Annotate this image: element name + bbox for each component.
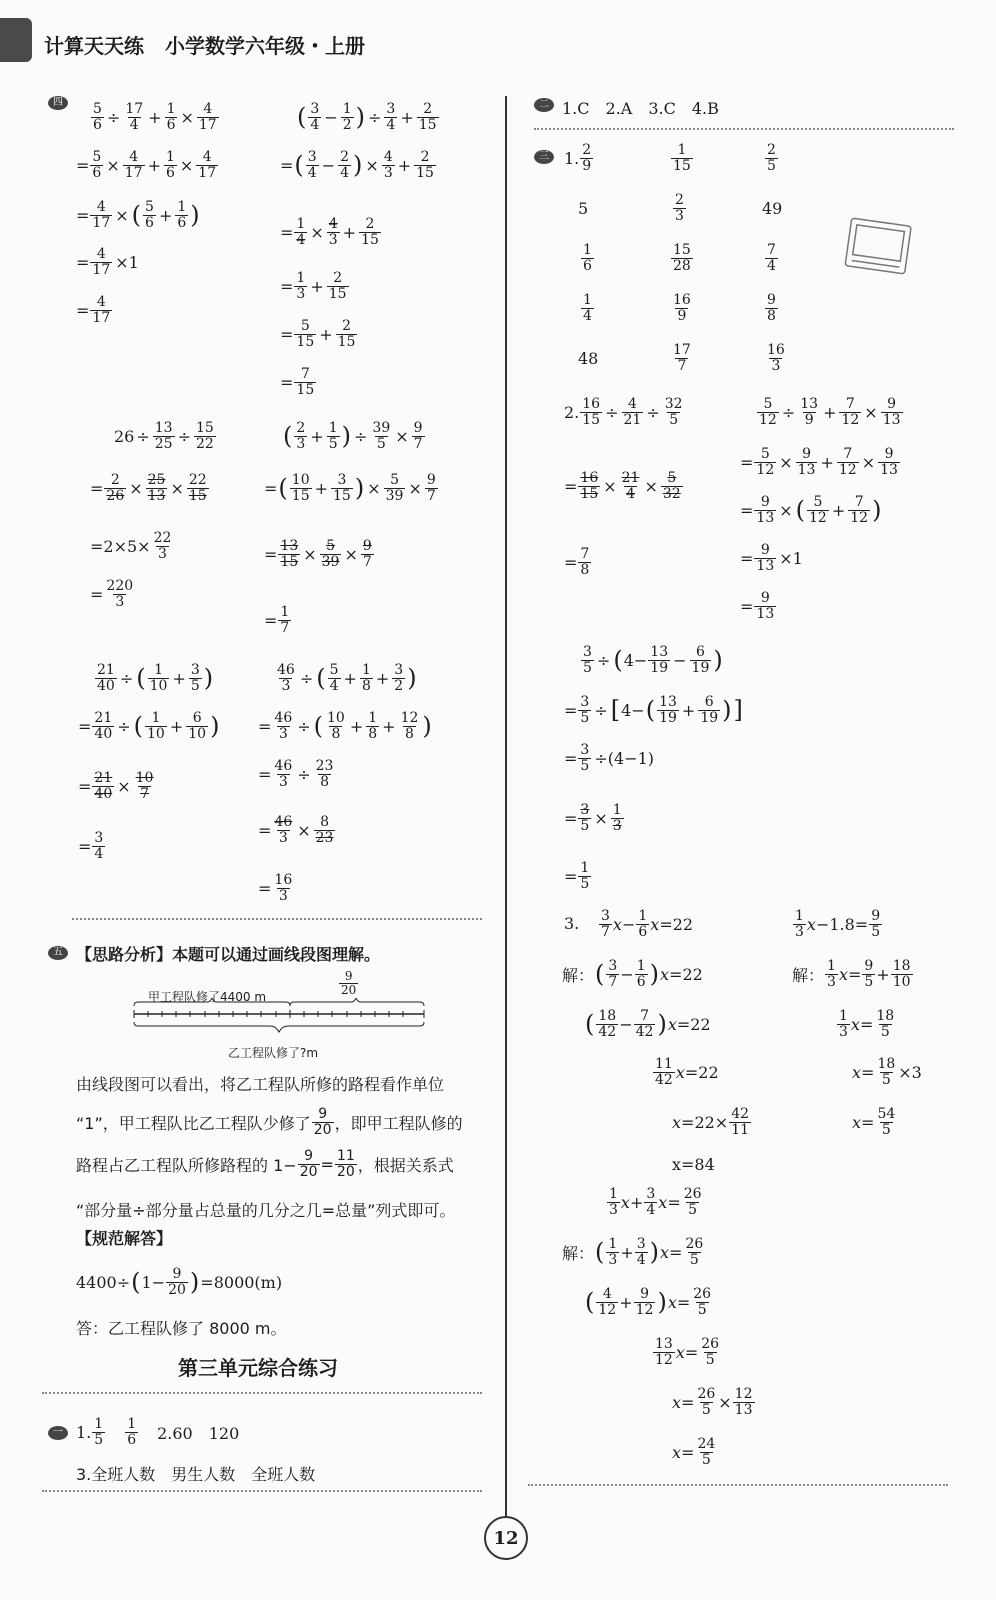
equation-line: x=84 [672,1154,715,1174]
calc-line: = $\frac{1}{7}$ [264,603,290,636]
answer-text: 答：乙工程队修了 8000 m。 [76,1319,287,1338]
line-segment-diagram [130,998,430,1038]
calc-line: = ( $\frac{3}{4}$ − $\frac{2}{4}$ ) × $\frac{4}{3}$ + $\frac{2}{15}$ [280,148,434,181]
equation-line: 解： $\frac{1}{3}$ x = $\frac{9}{5}$ + $\frac{18}{10}$ [792,957,911,990]
grid-cell: 5 [578,198,589,218]
equation-line: $\frac{13}{12}$ x = $\frac{26}{5}$ [655,1335,720,1368]
calc-line: = $\frac{3}{5}$ ÷ [ 4− ( $\frac{13}{19}$ + $\frac{6}{19}$ ) ] [564,693,743,726]
equation-line: $\frac{1}{3}$ x = $\frac{18}{5}$ [839,1007,895,1040]
calc-line: 26 ÷ $\frac{13}{25}$ ÷ $\frac{15}{22}$ [114,419,214,452]
divider [528,1484,948,1486]
equation-line: ( $\frac{4}{12}$ + $\frac{9}{12}$ ) x = $\frac{26}{5}$ [585,1285,712,1318]
calc-line: 2. $\frac{16}{15}$ ÷ $\frac{4}{21}$ ÷ $\frac{32}{5}$ [564,395,683,428]
divider [42,1392,482,1394]
divider [534,128,954,130]
calc-line: = $\frac{13}{15}$ × $\frac{5}{39}$ × $\frac{9}{7}$ [264,537,372,570]
multiple-choice-answers: 1.C 2.A 3.C 4.B [562,99,719,118]
equation-line: $\frac{3}{7}$ x − $\frac{1}{6}$ x =22 [601,907,694,940]
divider [72,918,482,920]
book-logo [0,18,32,62]
grid-cell: $\frac{7}{4}$ [767,241,776,274]
grid-cell: $\frac{9}{8}$ [767,291,776,324]
book-name: 计算天天练 [44,34,144,58]
calc-line: = $\frac{9}{13}$ × ( $\frac{5}{12}$ + $\frac{7}{12}$ ) [740,493,882,526]
calc-line: = $\frac{9}{13}$ [740,589,775,622]
equation-line: x = $\frac{26}{5}$ × $\frac{12}{13}$ [672,1385,753,1418]
equation-line: x = $\frac{18}{5}$ ×3 [852,1055,922,1088]
calc-line: = $\frac{1}{3}$ + $\frac{2}{15}$ [280,269,347,302]
equation-line: x = $\frac{54}{5}$ [852,1105,896,1138]
calc-line: = $\frac{7}{8}$ [564,545,590,578]
grid-cell: 48 [578,348,599,368]
calc-line: = $\frac{21}{40}$ ÷ ( $\frac{1}{10}$ + $\frac{6}{10}$ ) [78,709,220,742]
circle-badge-icon: 二 [534,98,554,112]
calc-line: = $\frac{5}{15}$ + $\frac{2}{15}$ [280,317,356,350]
equation-line: 解： ( $\frac{1}{3}$ + $\frac{3}{4}$ ) x = $\frac{26}{5}$ [562,1235,704,1268]
circle-badge-icon: 五 [48,946,68,960]
page-number: 12 [484,1516,528,1560]
equation-line: 解： ( $\frac{3}{7}$ − $\frac{1}{6}$ ) x =22 [562,957,703,990]
exercise-answer-line: 3.全班人数 男生人数 全班人数 [76,1465,316,1484]
paragraph-line: 路程占乙工程队所修路程的 1− $\frac{9}{20}$ = $\frac{11}{20}$ ，根据关系式 [76,1147,454,1180]
paragraph-line: “部分量÷部分量占总量的几分之几=总量”列式即可。 [76,1201,456,1220]
diagram-fraction: $\frac{9}{20}$ [341,969,357,997]
calc-line: = $\frac{3}{5}$ × $\frac{1}{3}$ [564,801,622,834]
equation-line: x = $\frac{24}{5}$ [672,1435,716,1468]
grid-cell: $\frac{16}{9}$ [673,291,691,324]
calc-line: = $\frac{2}{26}$ × $\frac{25}{13}$ × $\frac{22}{15}$ [90,471,207,504]
grid-cell: $\frac{1}{4}$ [583,291,592,324]
exercise-answer-line: 1. $\frac{1}{5}$ $\frac{1}{6}$ 2.60 120 [76,1415,240,1448]
grid-cell: $\frac{2}{3}$ [675,191,684,224]
circle-badge-icon: 三 [534,150,554,164]
header-title [44,30,365,59]
calc-line: $\frac{5}{12}$ ÷ $\frac{13}{9}$ + $\frac{7}{12}$ × $\frac{9}{13}$ [759,395,901,428]
grid-cell: $\frac{1}{6}$ [583,241,592,274]
calc-line: = $\frac{16}{15}$ × $\frac{21}{4}$ × $\frac{5}{32}$ [564,469,681,502]
grid-cell: 49 [762,198,783,218]
calc-line: = $\frac{4}{17}$ ×1 [76,245,139,278]
calc-line: = $\frac{1}{5}$ [564,859,590,892]
calc-line: = $\frac{9}{13}$ ×1 [740,541,803,574]
calc-line: = $\frac{5}{12}$ × $\frac{9}{13}$ + $\frac{7}{12}$ × $\frac{9}{13}$ [740,445,898,478]
grid-cell: $\frac{16}{3}$ [767,341,785,374]
calc-line: = $\frac{46}{3}$ ÷ $\frac{23}{8}$ [258,757,334,790]
diagram-bottom-label: 乙工程队修了?m [228,1046,319,1060]
grid-cell: 1. $\frac{2}{9}$ [564,141,592,174]
answer-equation: 4400÷ ( 1− $\frac{9}{20}$ ) =8000(m) [76,1265,283,1298]
calc-line: =2×5× $\frac{22}{3}$ [90,529,172,562]
calc-line: = $\frac{4}{17}$ [76,293,111,326]
calc-line: $\frac{21}{40}$ ÷ ( $\frac{1}{10}$ + $\frac{3}{5}$ ) [97,661,214,694]
diagram-top-label: 甲工程队修了4400 m [148,990,267,1004]
grid-cell: $\frac{2}{5}$ [767,141,776,174]
book-subtitle: 小学数学六年级・上册 [164,34,365,58]
calc-line: ( $\frac{3}{4}$ − $\frac{1}{2}$ ) ÷ $\frac{3}{4}$ + $\frac{2}{15}$ [297,100,437,133]
paragraph-line: “1”，甲工程队比乙工程队少修了 $\frac{9}{20}$ ，即甲工程队修的 [76,1105,463,1138]
grid-cell: $\frac{15}{28}$ [673,241,691,274]
calc-line: = $\frac{1}{4}$ × $\frac{4}{3}$ + $\frac{2}{15}$ [280,215,379,248]
calc-line: $\frac{46}{3}$ ÷ ( $\frac{5}{4}$ + $\frac{1}{8}$ + $\frac{3}{2}$ ) [277,661,417,694]
equation-line: x =22× $\frac{42}{11}$ [672,1105,750,1138]
question-number: 3. [564,914,580,933]
equation-line: ( $\frac{18}{42}$ − $\frac{7}{42}$ ) x =22 [585,1007,711,1040]
section-title: 第三单元综合练习 [178,1356,338,1380]
column-divider [505,96,507,1516]
grid-cell: $\frac{17}{7}$ [673,341,691,374]
calc-line: = $\frac{46}{3}$ × $\frac{8}{23}$ [258,813,334,846]
calc-line: = $\frac{3}{5}$ ÷(4−1) [564,741,654,774]
calc-line: = $\frac{5}{6}$ × $\frac{4}{17}$ + $\frac{1}{6}$ × $\frac{4}{17}$ [76,148,217,181]
calc-line: ( $\frac{2}{3}$ + $\frac{1}{5}$ ) ÷ $\frac{39}{5}$ × $\frac{9}{7}$ [283,419,423,452]
circle-badge-icon: 四 [48,96,68,110]
calc-line: = $\frac{4}{17}$ × ( $\frac{5}{6}$ + $\frac{1}{6}$ ) [76,198,200,231]
equation-line: $\frac{1}{3}$ x −1.8= $\frac{9}{5}$ [795,907,881,940]
calc-line: = $\frac{46}{3}$ ÷ ( $\frac{10}{8}$ + $\frac{1}{8}$ + $\frac{12}{8}$ ) [258,709,432,742]
calc-line: = $\frac{3}{4}$ [78,829,104,862]
calc-line: $\frac{3}{5}$ ÷ ( 4− $\frac{13}{19}$ − $\frac{6}{19}$ ) [583,643,723,676]
norm-label: 【规范解答】 [76,1229,173,1248]
reasoning-label: 【思路分析】本题可以通过画线段图理解。 [76,945,381,964]
divider [42,1490,482,1492]
equation-line: $\frac{1}{3}$ x + $\frac{3}{4}$ x = $\frac{26}{5}$ [609,1185,702,1218]
calc-line: = $\frac{220}{3}$ [90,577,134,610]
calc-line: = $\frac{21}{40}$ × $\frac{10}{7}$ [78,769,154,802]
stamp-icon [840,212,916,282]
equation-line: $\frac{11}{42}$ x =22 [655,1055,719,1088]
calc-line: $\frac{5}{6}$ ÷ $\frac{17}{4}$ + $\frac{1}{6}$ × $\frac{4}{17}$ [93,100,217,133]
calc-line: = $\frac{7}{15}$ [280,365,315,398]
calc-line: = ( $\frac{10}{15}$ + $\frac{3}{15}$ ) × $\frac{5}{39}$ × $\frac{9}{7}$ [264,471,436,504]
grid-cell: $\frac{1}{15}$ [673,141,691,174]
calc-line: = $\frac{16}{3}$ [258,871,293,904]
circle-badge-icon: 一 [48,1426,68,1440]
paragraph-line: 由线段图可以看出，将乙工程队所修的路程看作单位 [76,1075,445,1094]
